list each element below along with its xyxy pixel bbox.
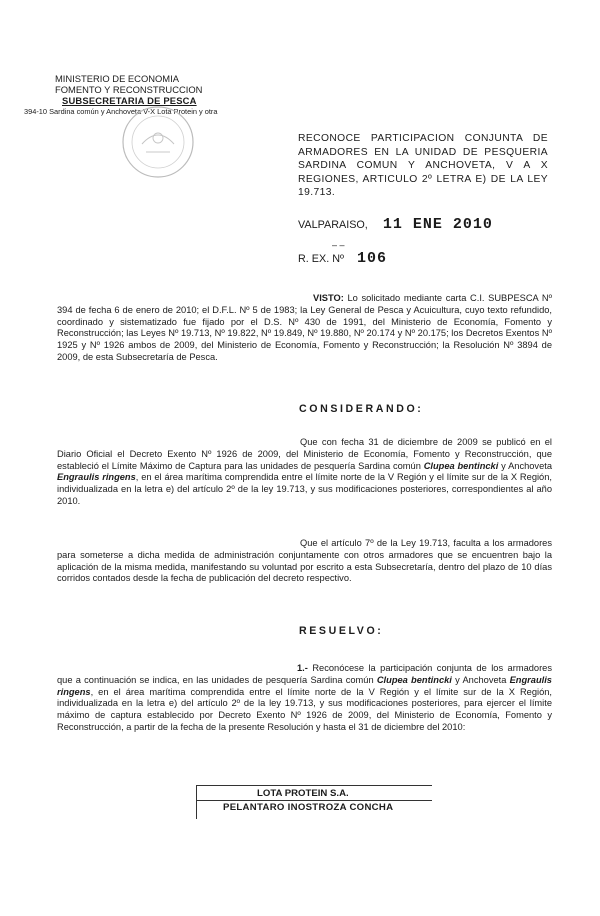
ministry-name-2: FOMENTO Y RECONSTRUCCION bbox=[55, 84, 203, 95]
species-1: Clupea bentincki bbox=[376, 674, 452, 685]
subsecretaria-name: SUBSECRETARIA DE PESCA bbox=[62, 95, 197, 106]
visto-text: Lo solicitado mediante carta C.I. SUBPESCA Nº 394 de fecha 6 de enero de 2010; el D.F.L. Nº 5 de 1983; la Ley General de Pesca y Acuicultura, cuyo texto refundido, coordinado y sistematizado fue fijado por el D.S. Nº 430 de 1991, del Ministerio de Economía, Fomento y Reconstrucción; las Leyes Nº 19.713, Nº 19.822, Nº 19.849, Nº 19.880, Nº 20.174 y Nº 20.175; los Decretos Exentos Nº 1925 y Nº 1926 ambos de 2009, del Ministerio de Economía, Fomento y Reconstrucción; la Resolución Nº 3894 de 2009, de esta Subsecretaría de Pesca. bbox=[57, 293, 552, 362]
document-subject: RECONOCE PARTICIPACION CONJUNTA DE ARMADORES EN LA UNIDAD DE PESQUERIA SARDINA COMUN Y ANCHOVETA, V A X REGIONES, ARTICULO 2º LETRA E) DE LA LEY 19.713. bbox=[298, 133, 548, 198]
official-seal-icon bbox=[120, 104, 196, 180]
armador-2: PELANTARO INOSTROZA CONCHA bbox=[223, 802, 394, 813]
place: VALPARAISO, bbox=[298, 219, 368, 231]
rex-label: R. EX. Nº bbox=[298, 253, 344, 265]
considerando-heading: CONSIDERANDO: bbox=[299, 403, 424, 415]
armador-1: LOTA PROTEIN S.A. bbox=[257, 788, 349, 799]
species-2: Engraulis ringens bbox=[57, 674, 552, 697]
visto-paragraph bbox=[57, 293, 552, 364]
visto-label: VISTO: bbox=[313, 293, 344, 303]
ministry-name: MINISTERIO DE ECONOMIA bbox=[55, 73, 179, 84]
resolution-number-line: – – R. EX. Nº 106 bbox=[298, 240, 387, 267]
considerando-2: Que el artículo 7º de la Ley 19.713, faculta a los armadores para someterse a dicha medida de administración conjuntamente con otros armadores que se encuentren bajo la aplicación de la misma medida, manifestando su voluntad por escrito a esta Subsecretaría, dentro del plazo de 10 días corridos contados desde la fecha de publicación del decreto respectivo. bbox=[57, 538, 552, 584]
date-stamp: 11 ENE 2010 bbox=[382, 216, 493, 233]
date-line bbox=[298, 216, 493, 233]
armadores-table bbox=[196, 785, 432, 819]
resuelvo-1: 1.- Reconócese la participación conjunta de los armadores que a continuación se indica, en las unidades de pesquería Sardina común Clupea bentincki y Anchoveta Engraulis ringens, en el área marítima comprendida entre el límite norte de la V Región y el límite sur de la X Región, individualizada en la letra e) del artículo 2º de la ley 19.713, y sus modificaciones posteriores, para ejercer el límite máximo de captura establecido por Decreto Exento Nº 1926 de 2009, del Ministerio de Economía, Fomento y Reconstrucción, a partir de la fecha de la presente Resolución y hasta el 31 de diciembre del 2010: bbox=[57, 663, 552, 732]
considerando-1: Que con fecha 31 de diciembre de 2009 se publicó en el Diario Oficial el Decreto Exento Nº 1926 de 2009, del Ministerio de Economía, Fomento y Reconstrucción, que estableció el Límite Máximo de Captura para las unidades de pesquería Sardina común Clupea bentincki y Anchoveta Engraulis ringens, en el área marítima comprendida entre el límite norte de la V Región y el límite sur de la X Región, individualizada en la letra e) del artículo 2º de la ley 19.713, y sus modificaciones posteriores, correspondientes al año 2010. bbox=[57, 437, 553, 506]
rex-number: 106 bbox=[356, 250, 387, 267]
species-2: Engraulis ringens bbox=[57, 472, 136, 483]
file-reference: 394-10 Sardina común y Anchoveta V-X Lota Protein y otra bbox=[24, 107, 218, 116]
species-1: Clupea bentincki bbox=[423, 460, 499, 471]
resuelvo-heading: RESUELVO: bbox=[299, 625, 384, 637]
